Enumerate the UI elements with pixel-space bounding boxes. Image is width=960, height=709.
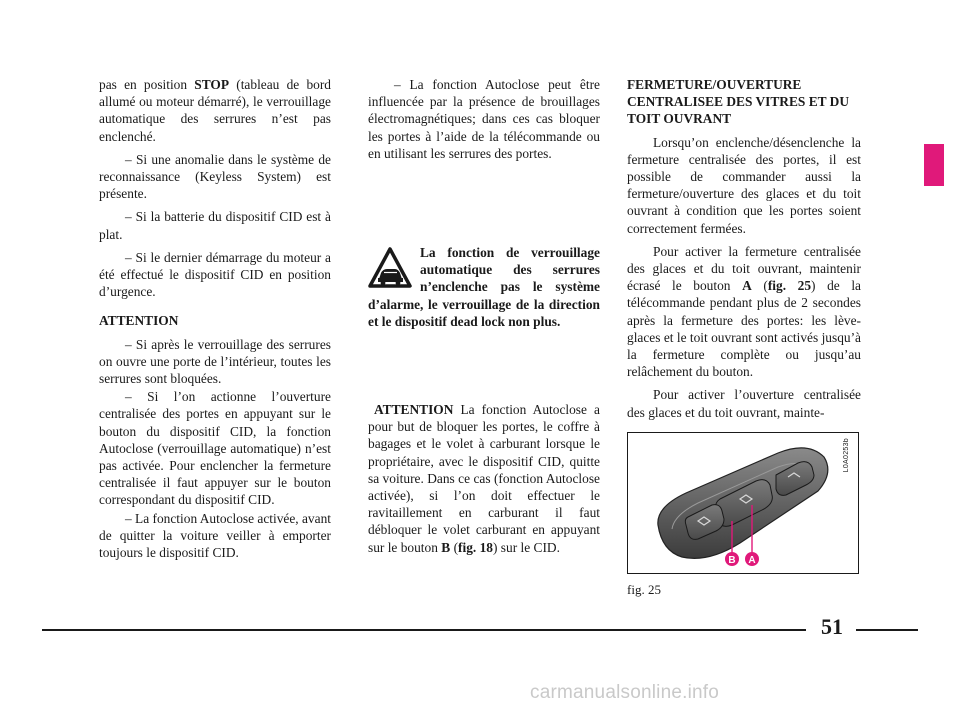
- paragraph-emergency: – Si le dernier démarrage du moteur a été effectué le dispositif CID en position d’urgence.: [99, 249, 331, 300]
- attention-label: ATTENTION: [374, 402, 454, 417]
- paragraph-opening: Pour activer l’ouverture centralisée des glaces et du toit ouvrant, mainte-: [627, 387, 861, 420]
- section-tab-marker: [924, 144, 944, 186]
- footer-rule-right: [856, 629, 918, 631]
- footer-rule-left: [42, 629, 806, 631]
- paragraph-central-locking: Lorsqu’on enclenche/désenclenche la fermeture centralisée des portes, il est possible de commander aussi la fermeture/ouverture des glaces et du toit ouvrant à condition que les portes soient correctement fermées.: [627, 134, 861, 236]
- warning-car-icon: [368, 246, 412, 290]
- figure-caption: fig. 25: [627, 582, 661, 597]
- warning-box: [368, 244, 600, 330]
- remote-key-illustration: [628, 433, 858, 573]
- callout-b-label: B: [728, 555, 736, 566]
- warning-text: La fonction de verrouillage automatique des serrures n’enclenche pas le système d’alarme, le verrouillage de la direction et le dispositif dead lock non plus.: [368, 245, 600, 329]
- callout-a-label: A: [748, 555, 756, 566]
- section-heading: FERMETURE/OUVERTURE CENTRALISEE DES VITRES ET DU TOIT OUVRANT: [627, 77, 850, 127]
- attention-item-2: – Si l’on actionne l’ouverture centralisée des portes en appuyant sur le bouton du dispositif CID, la fonction Autoclose (verrouillage automatique) n’est pas activée. Pour enclencher la fermeture centralisée il faut appuyer sur le bouton correspondant du dispositif CID.: [99, 389, 331, 508]
- column-left: [99, 76, 331, 562]
- attention-item-1: – Si après le verrouillage des serrures on ouvre une porte de l’intérieur, toutes les serrures sont bloquées.: [99, 336, 331, 387]
- paragraph-interference: – La fonction Autoclose peut être influencée par la présence de brouillages électromagnétiques; dans ces cas bloquer les portes à l’aide de la télécommande ou en utilisant les serrures des portes.: [368, 77, 600, 161]
- column-middle: [368, 76, 600, 168]
- attention-heading: ATTENTION: [99, 313, 179, 329]
- figure-remote-key: [627, 432, 859, 574]
- page-number: 51: [821, 614, 843, 639]
- attention-item-3: – La fonction Autoclose activée, avant de quitter la voiture veiller à emporter toujours le dispositif CID.: [99, 510, 331, 561]
- paragraph-closing: Pour activer la fermeture centralisée des glaces et du toit ouvrant, maintenir écrasé le bouton A (fig. 25) de la télécommande pendant plus de 2 secondes après la fermeture des portes: les lève-glaces et le toit ouvrant sont activés jusqu’à la fermeture complète ou jusqu’au relâchement du bouton.: [627, 243, 861, 380]
- column-right: [627, 76, 861, 427]
- paragraph-keyless: – Si une anomalie dans le système de reconnaissance (Keyless System) est présente.: [99, 151, 331, 202]
- figure-code: L0A0253b: [843, 438, 850, 473]
- watermark: carmanualsonline.info: [530, 682, 720, 703]
- attention-autoclose: ATTENTION La fonction Autoclose a pour but de bloquer les portes, le coffre à bagages et le volet à carburant lorsque le propriétaire, avec le dispositif CID, quitte sa voiture. Dans ce cas (fonction Autoclose activée), si l’on doit effectuer le ravitaillement en carburant il faut débloquer le volet carburant en appuyant sur le bouton B (fig. 18) sur le CID.: [368, 402, 600, 555]
- paragraph-battery: – Si la batterie du dispositif CID est à plat.: [99, 209, 331, 242]
- paragraph-stop: pas en position STOP (tableau de bord allumé ou moteur démarré), le verrouillage automatique des serrures n’est pas enclenché.: [99, 77, 331, 144]
